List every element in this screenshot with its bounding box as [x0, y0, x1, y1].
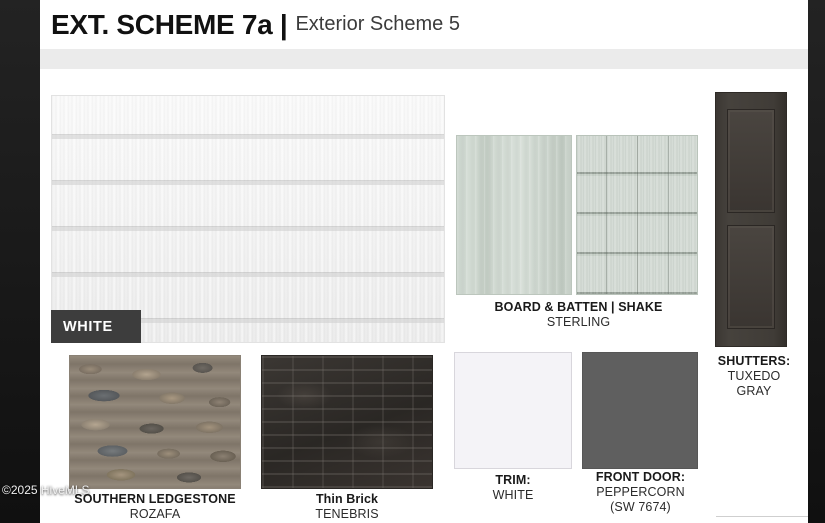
front-door-caption [568, 470, 713, 514]
siding-swatch [51, 95, 445, 343]
trim-color: WHITE [492, 487, 534, 502]
stone-title: SOUTHERN LEDGESTONE [74, 492, 236, 506]
left-gutter [0, 0, 40, 523]
shutters-title: SHUTTERS: [717, 354, 791, 368]
header-divider [40, 49, 808, 69]
trim-swatch [454, 352, 572, 469]
shutters-color-line2: GRAY [736, 383, 772, 398]
shutter-panel-top [727, 109, 775, 213]
stone-color: ROZAFA [129, 506, 181, 521]
board-batten-shake-title: BOARD & BATTEN | SHAKE [494, 300, 663, 314]
exterior-scheme-board [40, 0, 808, 523]
trim-title: TRIM: [495, 473, 531, 487]
bottom-divider [716, 516, 808, 517]
shutters-swatch [715, 92, 787, 347]
watermark: ©2025 HiveMLS [2, 483, 90, 497]
board-header [40, 0, 808, 49]
shutters-caption [700, 354, 808, 398]
brick-color: TENEBRIS [315, 506, 379, 521]
shutter-panel-bottom [727, 225, 775, 329]
stone-swatch [69, 355, 241, 489]
siding-color-tag: WHITE [51, 310, 141, 343]
page-title: EXT. SCHEME 7a | [51, 8, 288, 40]
brick-title: Thin Brick [315, 492, 379, 506]
front-door-swatch [582, 352, 698, 469]
trim-caption [454, 473, 572, 503]
page-subtitle: Exterior Scheme 5 [295, 13, 460, 35]
right-gutter [808, 0, 825, 523]
front-door-title: FRONT DOOR: [595, 470, 686, 484]
front-door-color-line2: (SW 7674) [610, 499, 671, 514]
shutters-color-line1: TUXEDO [727, 368, 781, 383]
board-batten-shake-caption [441, 300, 716, 330]
brick-swatch [261, 355, 433, 489]
board-and-batten-swatch [456, 135, 572, 295]
board-batten-shake-color: STERLING [546, 314, 611, 329]
brick-caption [272, 492, 422, 522]
front-door-color-line1: PEPPERCORN [596, 484, 685, 499]
shake-swatch [576, 135, 698, 295]
